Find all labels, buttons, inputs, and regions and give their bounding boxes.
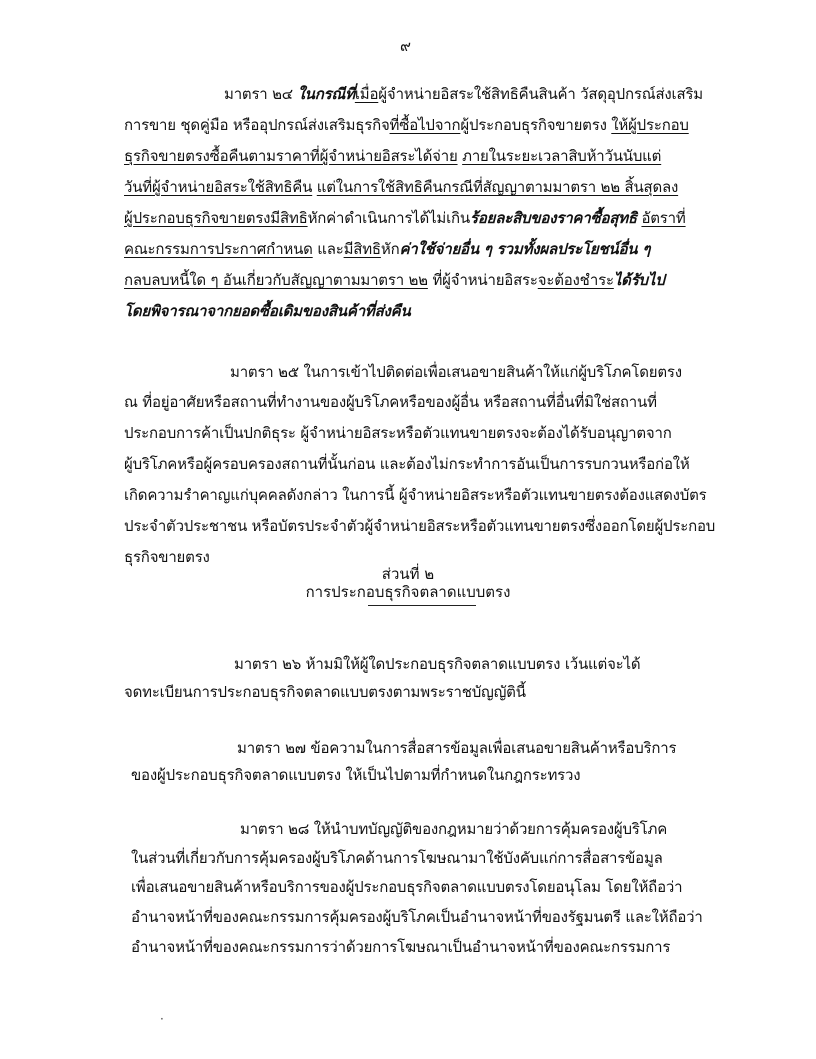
s24-underlined-text: มีสิทธิ (343, 240, 381, 258)
s24-amended-text: ร้อยละสิบของราคาซื้อสุทธิ (469, 209, 637, 227)
section-24-line-3 (124, 146, 661, 166)
s24-amended-text: ค่าใช้จ่ายอื่น ๆ รวมทั้งผลประโยชน์อื่น ๆ (399, 240, 651, 258)
s24-text: และ (312, 240, 344, 258)
section-24-line-6 (124, 239, 650, 259)
section-24-line-8: โดยพิจารณาจากยอดซื้อเดิมของสินค้าที่ส่งคืน (124, 302, 411, 320)
s24-text: หัก (380, 240, 400, 258)
part-title: การประกอบธุรกิจตลาดแบบตรง (305, 583, 511, 601)
section-25-line-2: ณ ที่อยู่อาศัยหรือสถานที่ทำงานของผู้บริโภคหรือของผู้อื่น หรือสถานที่อื่นที่มิใช่สถานที่ (124, 393, 657, 411)
s24-underlined-text: จะต้องชำระ (537, 271, 614, 289)
s24-amended-text: ได้รับไป (613, 271, 665, 289)
section-27-line-2: ของผู้ประกอบธุรกิจตลาดแบบตรง ให้เป็นไปตามที่กำหนดในกฎกระทรวง (131, 766, 581, 784)
s24-underlined-text: กลบลบหนี้ใด ๆ อันเกี่ยวกับสัญญาตามมาตรา ๒๒ (124, 271, 428, 289)
section-28-line-5: อำนาจหน้าที่ของคณะกรรมการว่าด้วยการโฆษณาเป็นอำนาจหน้าที่ของคณะกรรมการ (131, 938, 671, 956)
s24-text: มาตรา ๒๔ (224, 85, 298, 103)
section-24-line-1 (224, 84, 703, 104)
section-25-line-4: ผู้บริโภคหรือผู้ครอบครองสถานที่นั้นก่อน และต้องไม่กระทำการอันเป็นการรบกวนหรือก่อให้ (124, 455, 690, 473)
s24-amended-text: ในกรณีที่ (297, 85, 355, 103)
s24-underlined-text: ภายในระยะเวลาสิบห้าวันนับแต่ (462, 147, 662, 165)
s24-text: ผู้จำหน่ายอิสระใช้สิทธิคืนสินค้า วัสดุอุปกรณ์ส่งเสริม (378, 85, 703, 103)
s24-text: ที่ผู้จำหน่ายอิสระ (427, 271, 538, 289)
section-26-line-2: จดทะเบียนการประกอบธุรกิจตลาดแบบตรงตามพระราชบัญญัตินี้ (124, 683, 526, 701)
s24-text: การขาย ชุดคู่มือ หรืออุปกรณ์ส่งเสริมธุรกิจ (124, 116, 390, 134)
section-28-line-1: มาตรา ๒๘ ให้นำบทบัญญัติของกฎหมายว่าด้วยการคุ้มครองผู้บริโภค (240, 820, 668, 838)
section-24-line-7 (124, 270, 665, 290)
s24-underlined-text: ธุรกิจขายตรงซื้อคืนตามราคาที่ผู้จำหน่ายอิสระได้จ่าย (124, 147, 458, 165)
section-25-line-5: เกิดความรำคาญแก่บุคคลดังกล่าว ในการนี้ ผู้จำหน่ายอิสระหรือตัวแทนขายตรงต้องแสดงบัตร (124, 486, 707, 504)
s24-underlined-text: อัตราที่ (641, 209, 686, 227)
s24-text: ผู้ประกอบธุรกิจขายตรง (460, 116, 612, 134)
s24-underlined-text: ให้ผู้ประกอบ (611, 116, 689, 134)
section-28-line-2: ในส่วนที่เกี่ยวกับการคุ้มครองผู้บริโภคด้านการโฆษณามาใช้บังคับแก่การสื่อสารข้อมูล (131, 849, 663, 867)
section-28-line-4: อำนาจหน้าที่ของคณะกรรมการคุ้มครองผู้บริโภคเป็นอำนาจหน้าที่ของรัฐมนตรี และให้ถือว่า (131, 908, 703, 926)
section-24-line-5 (124, 208, 686, 228)
page-number: ๙ (400, 37, 411, 55)
scan-speck: · (160, 1012, 164, 1026)
s24-underlined-text: แต่ในการใช้สิทธิคืนกรณีที่สัญญาตามมาตรา ๒๒ สิ้นสุดลง (316, 178, 679, 196)
section-25-line-7: ธุรกิจขายตรง (124, 548, 210, 566)
section-27-line-1: มาตรา ๒๗ ข้อความในการสื่อสารข้อมูลเพื่อเสนอขายสินค้าหรือบริการ (237, 739, 677, 757)
section-25-line-6: ประจำตัวประชาชน หรือบัตรประจำตัวผู้จำหน่ายอิสระหรือตัวแทนขายตรงซึ่งออกโดยผู้ประกอบ (124, 517, 716, 535)
section-25-line-1: มาตรา ๒๕ ในการเข้าไปติดต่อเพื่อเสนอขายสินค้าให้แก่ผู้บริโภคโดยตรง (230, 363, 682, 381)
section-28-line-3: เพื่อเสนอขายสินค้าหรือบริการของผู้ประกอบธุรกิจตลาดแบบตรงโดยอนุโลม โดยให้ถือว่า (131, 878, 683, 896)
s24-underlined-text: คณะกรรมการประกาศกำหนด (124, 240, 313, 258)
heading-divider (368, 605, 476, 606)
s24-underlined-text: ที่ซื้อไปจาก (389, 116, 461, 134)
section-25-line-3: ประกอบการค้าเป็นปกติธุระ ผู้จำหน่ายอิสระหรือตัวแทนขายตรงจะต้องได้รับอนุญาตจาก (124, 424, 672, 442)
section-26-line-1: มาตรา ๒๖ ห้ามมิให้ผู้ใดประกอบธุรกิจตลาดแบบตรง เว้นแต่จะได้ (234, 655, 641, 673)
part-number: ส่วนที่ ๒ (381, 565, 435, 583)
section-24-line-2 (124, 115, 689, 135)
s24-underlined-text: วันที่ผู้จำหน่ายอิสระใช้สิทธิคืน (124, 178, 313, 196)
section-24-line-4 (124, 177, 678, 197)
s24-underlined-text: เมื่อ (354, 85, 379, 103)
s24-underlined-text: ผู้ประกอบธุรกิจขายตรงมีสิทธิ (124, 209, 308, 227)
s24-text: หักค่าดำเนินการได้ไม่เกิน (307, 209, 470, 227)
